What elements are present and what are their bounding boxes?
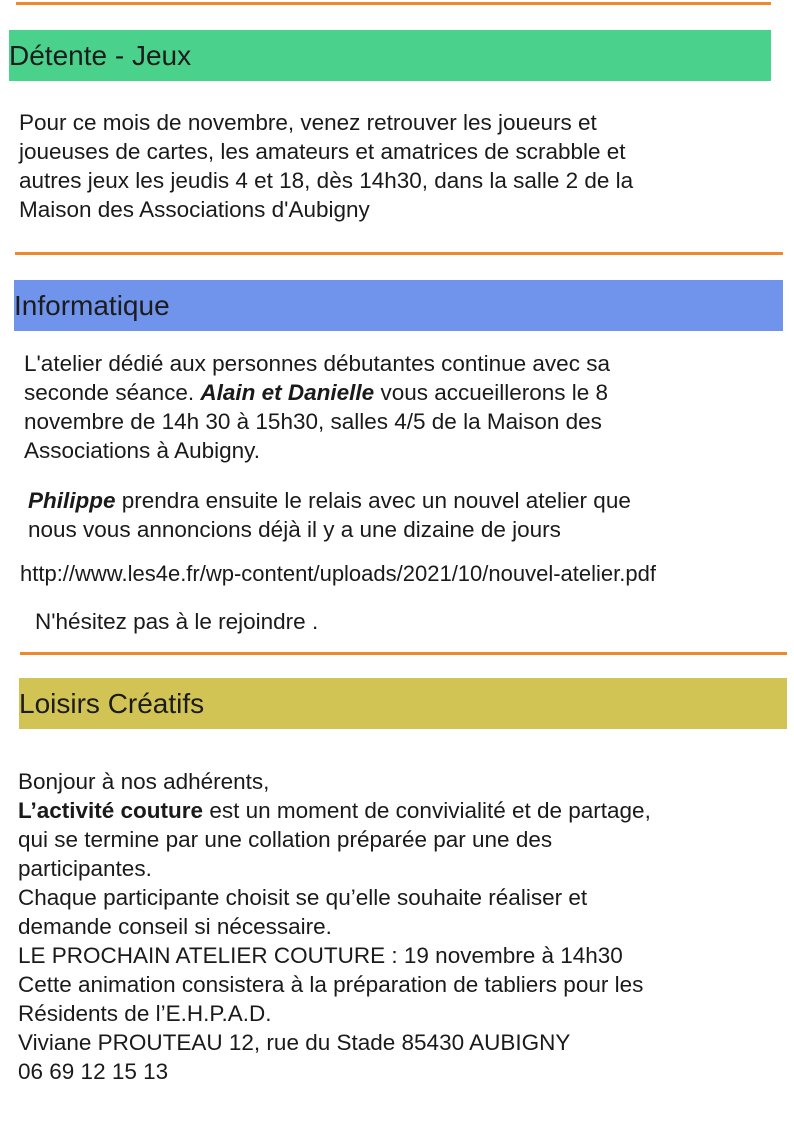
loisirs-line-2 <box>18 796 651 825</box>
informatique-paragraph-1 <box>24 349 610 465</box>
informatique-p1-line-1: L'atelier dédié aux personnes débutantes continue avec sa <box>24 351 610 376</box>
informatique-philippe-bold: Philippe <box>28 488 116 513</box>
informatique-p1-line-3: novembre de 14h 30 à 15h30, salles 4/5 de la Maison des <box>24 409 602 434</box>
loisirs-line-1: Bonjour à nos adhérents, <box>18 769 270 794</box>
loisirs-line-10: Viviane PROUTEAU 12, rue du Stade 85430 AUBIGNY <box>18 1030 571 1055</box>
loisirs-line-11: 06 69 12 15 13 <box>18 1059 169 1084</box>
section-header-loisirs <box>19 678 787 729</box>
informatique-p1-line-2-post: vous accueillerons le 8 <box>374 380 609 405</box>
informatique-p1-line-2 <box>24 378 610 407</box>
informatique-url-block <box>20 559 656 588</box>
detente-line-4: Maison des Associations d'Aubigny <box>19 197 370 222</box>
informatique-p2-line-2: nous vous annoncions déjà il y a une dizaine de jours <box>28 517 561 542</box>
atelier-pdf-link[interactable]: http://www.les4e.fr/wp-content/uploads/2021/10/nouvel-atelier.pdf <box>20 561 656 586</box>
detente-paragraph <box>19 108 633 224</box>
divider-1 <box>15 252 783 255</box>
loisirs-line-2-post: est un moment de convivialité et de partage, <box>203 798 651 823</box>
section-title-detente: Détente - Jeux <box>9 39 192 71</box>
loisirs-line-8: Cette animation consistera à la préparation de tabliers pour les <box>18 972 644 997</box>
informatique-closing <box>35 607 318 636</box>
divider-top <box>16 2 771 5</box>
loisirs-couture-bold: L’activité couture <box>18 798 204 823</box>
informatique-p1-line-2-pre: seconde séance. <box>24 380 201 405</box>
informatique-p1-line-4: Associations à Aubigny. <box>24 438 260 463</box>
informatique-paragraph-2 <box>28 486 631 544</box>
informatique-names-bold: Alain et Danielle <box>200 380 375 405</box>
detente-line-1: Pour ce mois de novembre, venez retrouver les joueurs et <box>19 110 597 135</box>
informatique-p2-line-1-post: prendra ensuite le relais avec un nouvel atelier que <box>115 488 631 513</box>
detente-line-2: joueuses de cartes, les amateurs et amatrices de scrabble et <box>19 139 626 164</box>
divider-2 <box>20 652 787 655</box>
loisirs-line-3: qui se termine par une collation préparée par une des <box>18 827 553 852</box>
section-header-informatique <box>14 280 783 331</box>
loisirs-paragraph <box>18 767 651 1086</box>
section-header-detente <box>9 30 771 81</box>
loisirs-line-5: Chaque participante choisit se qu’elle souhaite réaliser et <box>18 885 588 910</box>
informatique-closing-text: N'hésitez pas à le rejoindre . <box>35 609 319 634</box>
section-title-informatique: Informatique <box>14 289 170 321</box>
section-title-loisirs: Loisirs Créatifs <box>19 687 205 719</box>
loisirs-line-9: Résidents de l’E.H.P.A.D. <box>18 1001 272 1026</box>
detente-line-3: autres jeux les jeudis 4 et 18, dès 14h30, dans la salle 2 de la <box>19 168 634 193</box>
loisirs-line-7: LE PROCHAIN ATELIER COUTURE : 19 novembre à 14h30 <box>18 943 623 968</box>
loisirs-line-6: demande conseil si nécessaire. <box>18 914 332 939</box>
loisirs-line-4: participantes. <box>18 856 152 881</box>
informatique-p2-line-1 <box>28 486 631 515</box>
